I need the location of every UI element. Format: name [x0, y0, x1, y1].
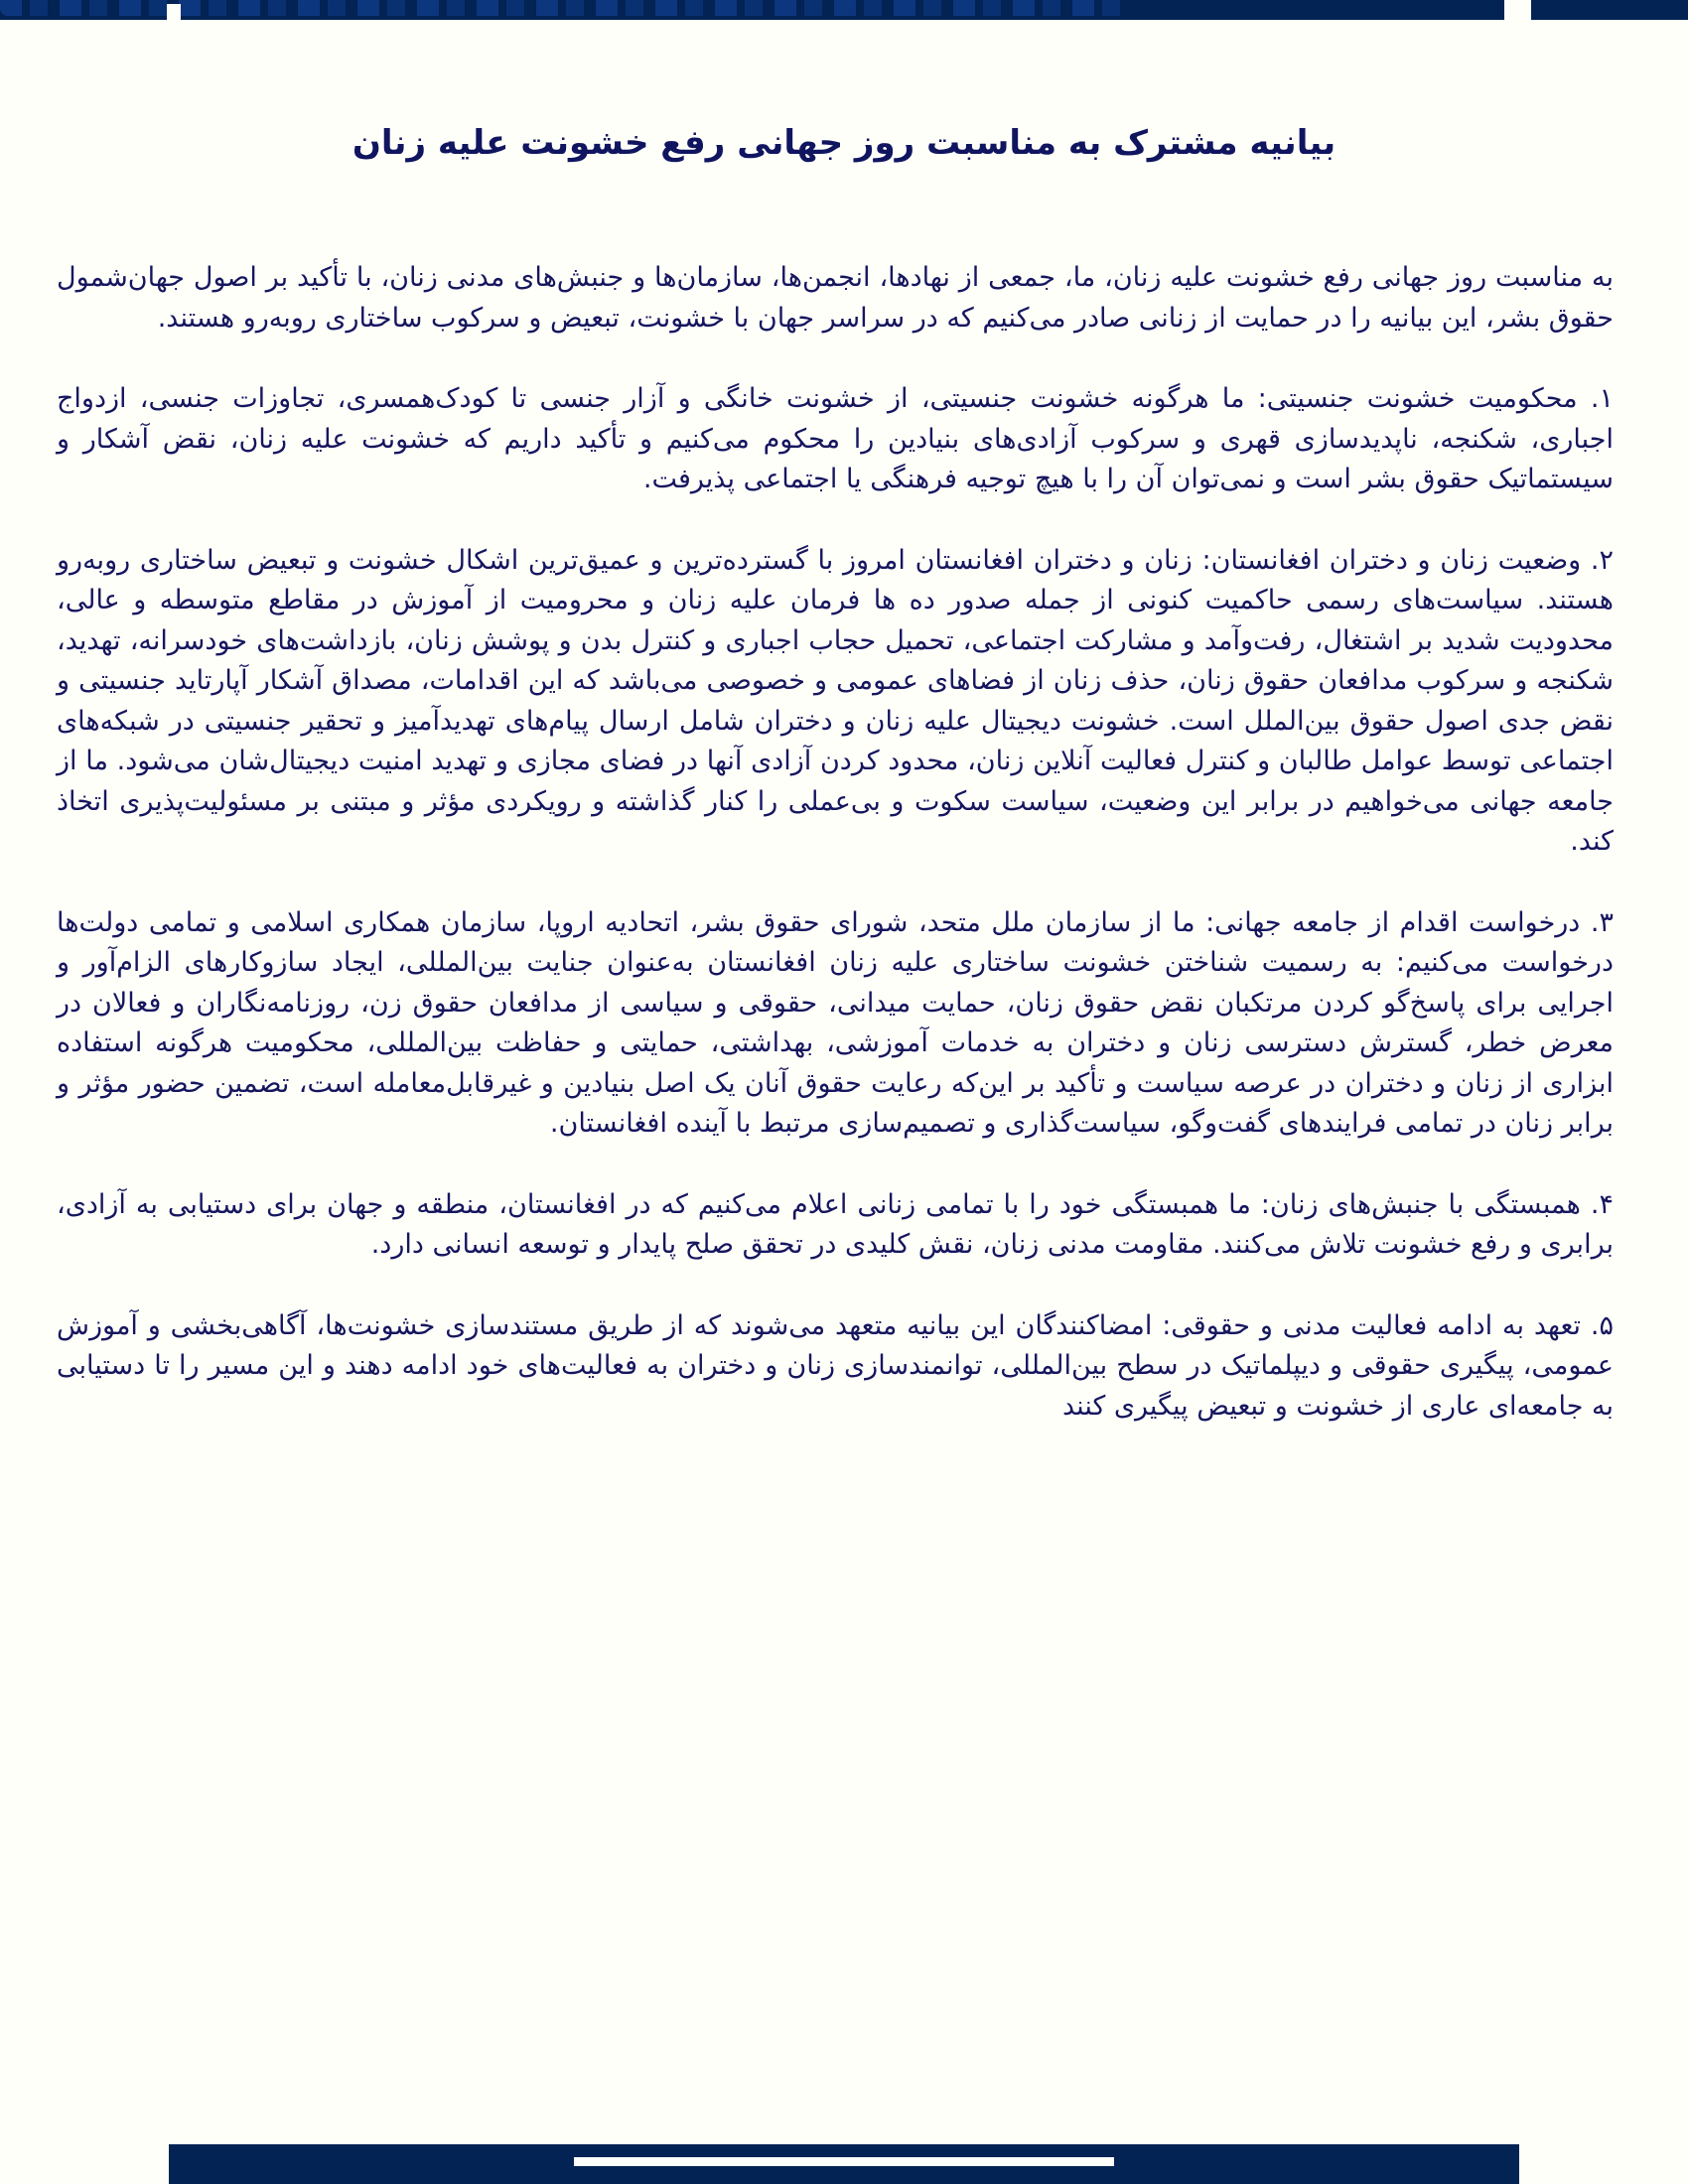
header-bar-right [1531, 0, 1688, 20]
footer-bar [169, 2144, 1519, 2184]
intro-paragraph: به مناسبت روز جهانی رفع خشونت علیه زنان، ما، جمعی از نهادها، انجمن‌ها، سازمان‌ها و جنبش‌های مدنی زنان، با تأکید بر اصول جهان‌شمول حقوق بشر، این بیانیه را در حمایت از زنانی صادر می‌کنیم که در سراسر جهان با خشونت، تبعیض و سرکوب ساختاری روبه‌رو هستند. [57, 262, 1614, 334]
header-notch [167, 4, 181, 20]
paragraph-1: ۱. محکومیت خشونت جنسیتی: ما هرگونه خشونت جنسیتی، از خشونت خانگی و آزار جنسی تا کودک‌همسری، تجاوزات جنسی، ازدواج اجباری، شکنجه، ناپدیدسازی قهری و سرکوب آزادی‌های بنیادین را محکوم می‌کنیم و تأکید داریم که خشونت علیه زنان، نقض آشکار و سیستماتیک حقوق بشر است و نمی‌توان آن را با هیچ توجیه فرهنگی یا اجتماعی پذیرفت. [57, 383, 1614, 494]
paragraph-4: ۴. همبستگی با جنبش‌های زنان: ما همبستگی خود را با تمامی زنانی اعلام می‌کنیم که در افغانستان، منطقه و جهان برای دستیابی به آزادی، برابری و رفع خشونت تلاش می‌کنند. مقاومت مدنی زنان، نقش کلیدی در تحقق صلح پایدار و توسعه انسانی دارد. [57, 1188, 1614, 1260]
paragraph-3: ۳. درخواست اقدام از جامعه جهانی: ما از سازمان ملل متحد، شورای حقوق بشر، اتحادیه اروپا، سازمان همکاری اسلامی و تمامی دولت‌ها درخواست می‌کنیم: به رسمیت شناختن خشونت ساختاری علیه زنان افغانستان به‌عنوان جنایت بین‌المللی، ایجاد سازوکارهای الزام‌آور و اجرایی برای پاسخ‌گو کردن مرتکبان نقض حقوق زنان، حمایت میدانی، حقوقی و سیاسی از مدافعان حقوق زن، روزنامه‌نگاران و فعالان در معرض خطر، گسترش دسترسی زنان و دختران به خدمات آموزشی، بهداشتی، حمایتی و حفاظت بین‌المللی، محکومیت هرگونه استفاده ابزاری از زنان و دختران در عرصه سیاست و تأکید بر این‌که رعایت حقوق آنان یک اصل بنیادین و غیرقابل‌معامله است، تضمین حضور مؤثر و برابر زنان در تمامی فرایندهای گفت‌وگو، سیاست‌گذاری و تصمیم‌سازی مرتبط با آینده افغانستان. [57, 906, 1614, 1139]
statement-body [57, 258, 1614, 1467]
paragraph-2: ۲. وضعیت زنان و دختران افغانستان: زنان و دختران افغانستان امروز با گسترده‌ترین و عمیق‌ترین اشکال خشونت و تبعیض ساختاری روبه‌رو هستند. سیاست‌های رسمی حاکمیت کنونی از جمله صدور ده ها فرمان علیه زنان و محرومیت از آموزش در مقاطع متوسطه و عالی، محدودیت شدید بر اشتغال، رفت‌وآمد و مشارکت اجتماعی، تحمیل حجاب اجباری و کنترل بدن و پوشش زنان، بازداشت‌های خودسرانه، تهدید، شکنجه و سرکوب مدافعان حقوق زنان، حذف زنان از فضاهای عمومی و خصوصی می‌باشد که این اقدامات، مصداق آشکار آپارتاید جنسیتی و نقض جدی اصول حقوق بین‌الملل است. خشونت دیجیتال علیه زنان و دختران شامل ارسال پیام‌های تهدیدآمیز و تحقیر جنسیتی در شبکه‌های اجتماعی توسط عوامل طالبان و کنترل فعالیت آنلاین زنان، محدود کردن آزادی آنها در فضای مجازی و تهدید امنیت دیجیتال‌شان می‌شود. ما از جامعه جهانی می‌خواهیم در برابر این وضعیت، سیاست سکوت و بی‌عملی را کنار گذاشته و رویکردی مؤثر و مبتنی بر مسئولیت‌پذیری اتخاذ کند. [57, 544, 1614, 857]
page-title: بیانیه مشترک به مناسبت روز جهانی رفع خشونت علیه زنان [352, 123, 1336, 163]
footer-divider-line [574, 2157, 1114, 2166]
paragraph-5: ۵. تعهد به ادامه فعالیت مدنی و حقوقی: امضاکنندگان این بیانیه متعهد می‌شوند که از طریق مستندسازی خشونت‌ها، آگاهی‌بخشی و آموزش عمومی، پیگیری حقوقی و دیپلماتیک در سطح بین‌المللی، توانمندسازی زنان و دختران به فعالیت‌های خود ادامه دهند و این مسیر را تا دستیابی به جامعه‌ای عاری از خشونت و تبعیض پیگیری کنند [57, 1309, 1614, 1422]
header-bar [0, 0, 1504, 20]
